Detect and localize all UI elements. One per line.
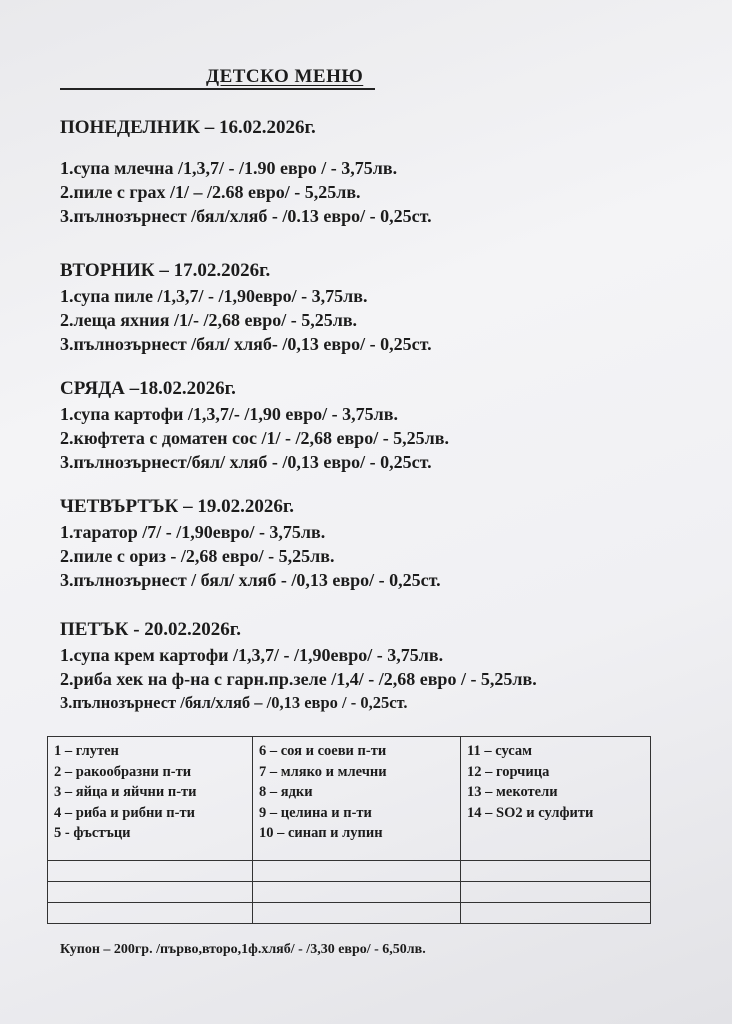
day-tuesday — [60, 260, 700, 356]
allergen-entry: 12 – горчица — [467, 763, 550, 780]
allergen-entry: 7 – мляко и млечни — [259, 763, 387, 780]
allergen-entry: 9 – целина и п-ти — [259, 804, 372, 821]
menu-item: 2.леща яхния /1/- /2,68 евро/ - 5,25лв. — [60, 310, 358, 330]
menu-item: 3.пълнозърнест /бял/хляб – /0,13 евро / - 0,25ст. — [60, 693, 408, 712]
table-divider — [48, 902, 650, 903]
menu-item: 2.пиле с грах /1/ – /2.68 евро/ - 5,25лв. — [60, 182, 361, 202]
menu-item: 3.пълнозърнест/бял/ хляб - /0,13 евро/ - 0,25ст. — [60, 452, 432, 472]
day-heading: ПЕТЪК - 20.02.2026г. — [60, 619, 242, 640]
day-heading: ЧЕТВЪРТЪК – 19.02.2026г. — [60, 496, 295, 517]
day-monday — [60, 117, 700, 228]
allergen-entry: 10 – синап и лупин — [259, 825, 383, 841]
title-underline — [60, 88, 375, 90]
menu-item: 2.кюфтета с доматен сос /1/ - /2,68 евро/ - 5,25лв. — [60, 428, 450, 448]
table-divider — [48, 860, 650, 861]
day-friday — [60, 619, 700, 715]
menu-item: 2.пиле с ориз - /2,68 евро/ - 5,25лв. — [60, 546, 335, 566]
allergen-entry: 1 – глутен — [54, 743, 119, 759]
menu-item: 1.супа крем картофи /1,3,7/ - /1,90евро/ - 3,75лв. — [60, 645, 444, 665]
coupon-note: Купон – 200гр. /първо,второ,1ф.хляб/ - /3,30 евро/ - 6,50лв. — [60, 942, 426, 957]
menu-item: 1.супа пиле /1,3,7/ - /1,90евро/ - 3,75лв. — [60, 286, 368, 306]
day-wednesday — [60, 378, 700, 474]
allergen-column — [48, 737, 253, 923]
allergen-entry: 4 – риба и рибни п-ти — [54, 804, 195, 821]
day-heading: ПОНЕДЕЛНИК – 16.02.2026г. — [60, 117, 316, 138]
allergen-entry: 2 – ракообразни п-ти — [54, 763, 192, 780]
menu-item: 3.пълнозърнест /бял/ хляб- /0,13 евро/ - 0,25ст. — [60, 334, 432, 354]
day-thursday — [60, 496, 700, 592]
allergen-column — [253, 737, 461, 923]
menu-item: 3.пълнозърнест / бял/ хляб - /0,13 евро/ - 0,25ст. — [60, 570, 441, 590]
menu-item: 3.пълнозърнест /бял/хляб - /0.13 евро/ - 0,25ст. — [60, 206, 432, 226]
menu-item: 1.супа картофи /1,3,7/- /1,90 евро/ - 3,75лв. — [60, 404, 398, 424]
allergen-entry: 3 – яйца и яйчни п-ти — [54, 784, 197, 800]
allergen-entry: 6 – соя и соеви п-ти — [259, 743, 387, 759]
menu-item: 1.супа млечна /1,3,7/ - /1.90 евро / - 3,75лв. — [60, 158, 398, 178]
menu-item: 1.таратор /7/ - /1,90евро/ - 3,75лв. — [60, 522, 326, 542]
page-title: ДЕТСКО МЕНЮ — [206, 66, 364, 87]
day-heading: ВТОРНИК – 17.02.2026г. — [60, 260, 271, 281]
allergen-entry: 11 – сусам — [467, 743, 532, 759]
allergen-table — [47, 736, 651, 924]
allergen-entry: 13 – мекотели — [467, 784, 558, 800]
menu-item: 2.риба хек на ф-на с гарн.пр.зеле /1,4/ - /2,68 евро / - 5,25лв. — [60, 669, 537, 689]
allergen-entry: 8 – ядки — [259, 784, 313, 800]
allergen-entry: 14 – SO2 и сулфити — [467, 804, 594, 821]
day-heading: СРЯДА –18.02.2026г. — [60, 378, 236, 399]
allergen-entry: 5 - фъстъци — [54, 825, 131, 841]
allergen-column — [461, 737, 650, 923]
table-divider — [48, 881, 650, 882]
